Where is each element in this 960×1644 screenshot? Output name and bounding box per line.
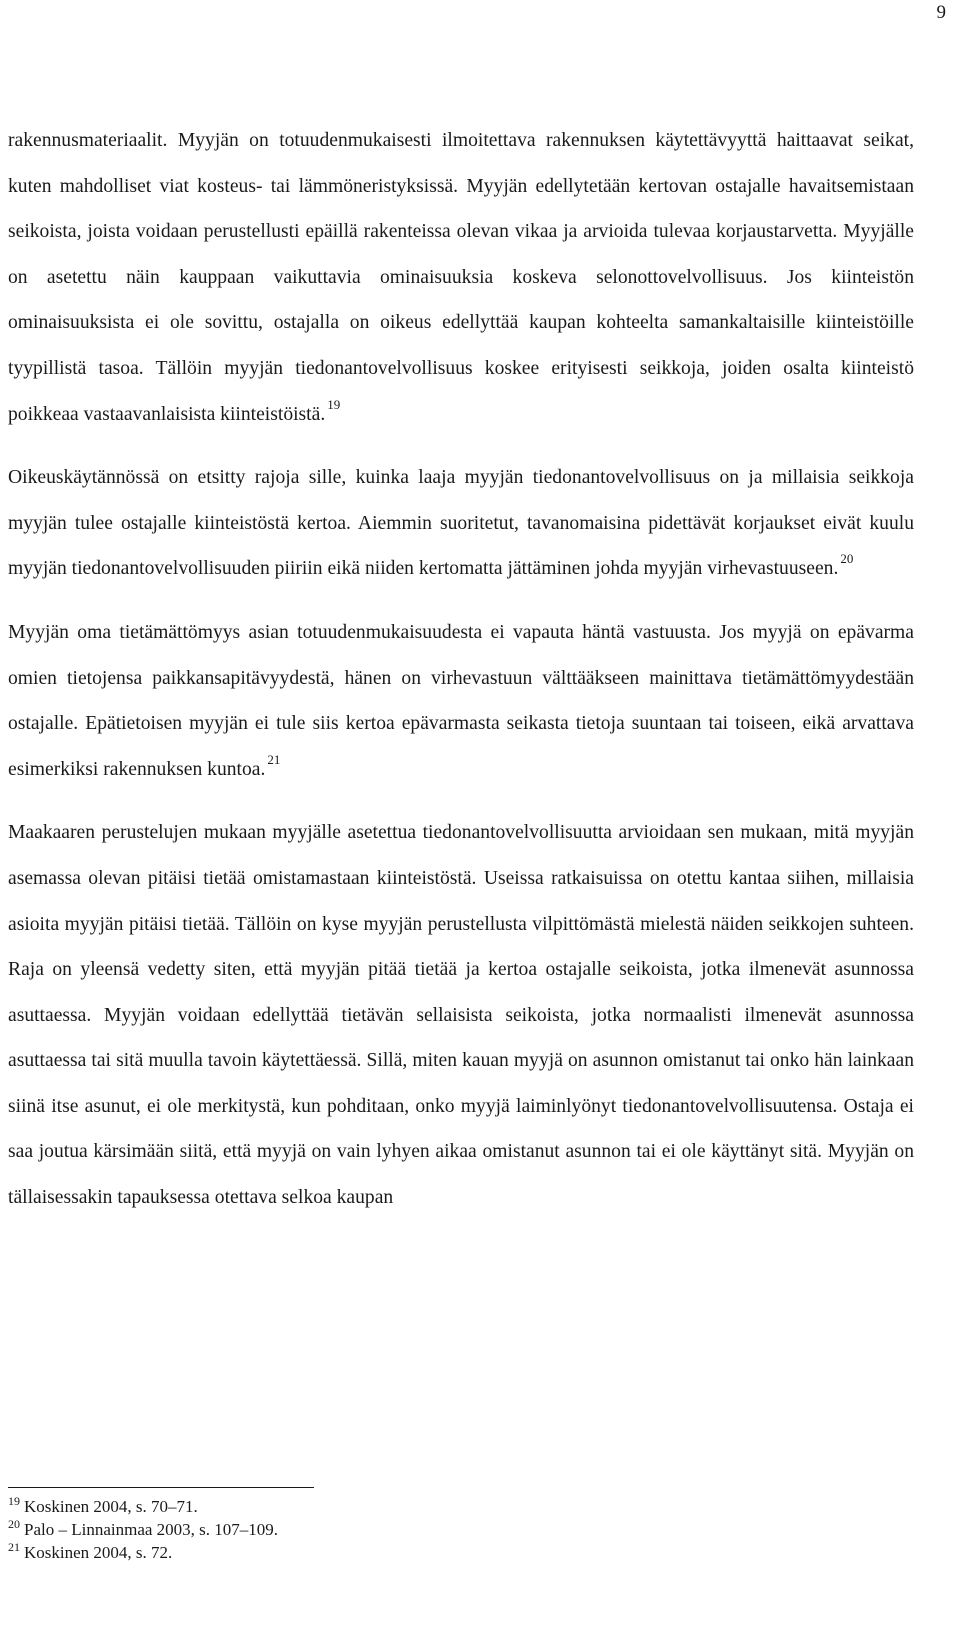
footnote-separator xyxy=(8,1487,314,1488)
footnote xyxy=(8,1541,908,1564)
footnote-text: Koskinen 2004, s. 72. xyxy=(24,1543,173,1562)
footnote-text: Palo – Linnainmaa 2003, s. 107–109. xyxy=(24,1520,279,1539)
paragraph-text: Oikeuskäytännössä on etsitty rajoja sille, kuinka laaja myyjän tiedonantovelvollisuus on ja millaisia seikkoja myyjän tulee ostajalle kiinteistöstä kertoa. Aiemmin suoritetut, tavanomaisina pidettävät korjaukset eivät kuulu myyjän tiedonantovelvollisuuden piiriin eikä niiden kertomatta jättäminen johda myyjän virhevastuuseen. xyxy=(8,467,914,580)
paragraph-text: Myyjän oma tietämättömyys asian totuudenmukaisuudesta ei vapauta häntä vastuusta. Jos myyjä on epävarma omien tietojensa paikkansapitävyydestä, hänen on virhevastuun välttääkseen mainittava tietämättömyydestään ostajalle. Epätietoisen myyjän ei tule siis kertoa epävarmasta seikasta tietoja suuntaan tai toiseen, eikä arvattava esimerkiksi rakennuksen kuntoa. xyxy=(8,621,914,780)
footnote-number: 21 xyxy=(8,1540,20,1554)
paragraph-1 xyxy=(8,118,914,437)
paragraph-4 xyxy=(8,810,914,1220)
body-text xyxy=(8,118,914,1239)
footnote-ref-19[interactable]: 19 xyxy=(327,396,341,412)
footnote xyxy=(8,1495,908,1518)
footnote-text: Koskinen 2004, s. 70–71. xyxy=(24,1497,198,1516)
footnote xyxy=(8,1518,908,1541)
paragraph-2 xyxy=(8,455,914,592)
paragraph-3 xyxy=(8,610,914,792)
paragraph-text: rakennusmateriaalit. Myyjän on totuudenmukaisesti ilmoitettava rakennuksen käytettävyyttä haittaavat seikat, kuten mahdolliset viat kosteus- tai lämmöneristyksissä. Myyjän edellytetään kertovan ostajalle havaitsemistaan seikoista, joista voidaan perustellusti epäillä rakenteissa olevan vikaa ja arvioida tulevaa korjaustarvetta. Myyjälle on asetettu näin kauppaan vaikuttavia ominaisuuksia koskeva selonottovelvollisuus. Jos kiinteistön ominaisuuksista ei ole sovittu, ostajalla on oikeus edellyttää kaupan kohteelta samankaltaisille kiinteistöille tyypillistä tasoa. Tällöin myyjän tiedonantovelvollisuus koskee erityisesti seikkoja, joiden osalta kiinteistö poikkeaa vastaavanlaisista kiinteistöistä. xyxy=(8,130,914,425)
footnotes xyxy=(8,1495,908,1564)
footnote-ref-21[interactable]: 21 xyxy=(267,751,281,767)
paragraph-text: Maakaaren perustelujen mukaan myyjälle asetettua tiedonantovelvollisuutta arvioidaan sen mukaan, mitä myyjän asemassa olevan pitäisi tietää omistamastaan kiinteistöstä. Useissa ratkaisuissa on otettu kantaa siihen, millaisia asioita myyjän pitäisi tietää. Tällöin on kyse myyjän perustellusta vilpittömästä mielestä näiden seikkojen suhteen. Raja on yleensä vedetty siten, että myyjän pitää tietää ja kertoa ostajalle seikoista, jotka ilmenevät asunnossa asuttaessa. Myyjän voidaan edellyttää tietävän sellaisista seikoista, jotka normaalisti ilmenevät asunnossa asuttaessa tai sitä muulla tavoin käytettäessä. Sillä, miten kauan myyjä on asunnon omistanut tai onko hän lainkaan siinä itse asunut, ei ole merkitystä, kun pohditaan, onko myyjä laiminlyönyt tiedonantovelvollisuutensa. Ostaja ei saa joutua kärsimään siitä, että myyjä on vain lyhyen aikaa omistanut asunnon tai ei ole käyttänyt sitä. Myyjän on tällaisessakin tapauksessa otettava selkoa kaupan xyxy=(8,822,914,1209)
footnote-number: 19 xyxy=(8,1494,20,1508)
footnote-number: 20 xyxy=(8,1517,20,1531)
footnote-ref-20[interactable]: 20 xyxy=(840,551,854,567)
page-number: 9 xyxy=(936,2,946,23)
